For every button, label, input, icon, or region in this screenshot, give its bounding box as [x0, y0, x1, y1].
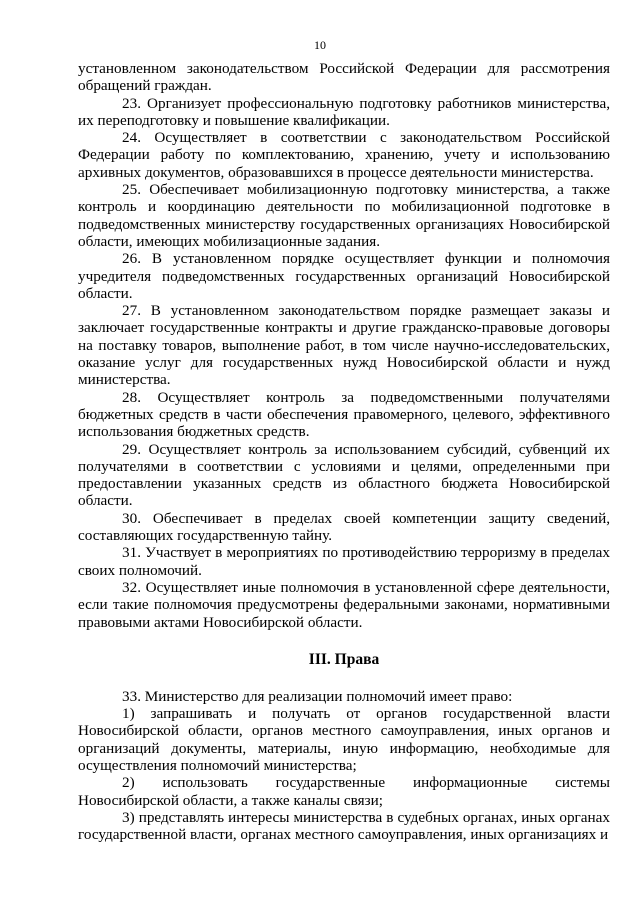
- paragraph-23: 23. Организует профессиональную подготовку работников министерства, их переподготовку и повышение квалификации.: [78, 94, 610, 129]
- paragraph-25: 25. Обеспечивает мобилизационную подготовку министерства, а также контроль и координацию деятельности по мобилизационной подготовке в подведомственных министерству государственных организациях Новосибирской области, имеющих мобилизационные задания.: [78, 181, 610, 250]
- paragraph-32: 32. Осуществляет иные полномочия в установленной сфере деятельности, если такие полномочия предусмотрены федеральными законами, нормативными правовыми актами Новосибирской области.: [78, 578, 610, 631]
- paragraph-28: 28. Осуществляет контроль за подведомственными получателями бюджетных средств в части обеспечения правомерного, целевого, эффективного использования бюджетных средств.: [78, 388, 610, 441]
- paragraph-31: 31. Участвует в мероприятиях по противодействию терроризму в пределах своих полномочий.: [78, 544, 610, 579]
- list-item-1: 1) запрашивать и получать от органов государственной власти Новосибирской области, органов местного самоуправления, иных органов и организаций документы, материалы, иную информацию, необходимые для осуществления полномочий министерства;: [78, 705, 610, 774]
- paragraph-29: 29. Осуществляет контроль за использованием субсидий, субвенций их получателями в соответствии с условиями и целями, определенными при предоставлении указанных средств из областного бюджета Новосибирской области.: [78, 440, 610, 510]
- section-title: III. Права: [308, 650, 380, 668]
- list-item-3: 3) представлять интересы министерства в судебных органах, иных органах государственной власти, органах местного самоуправления, иных организациях и: [78, 808, 610, 844]
- paragraph-30: 30. Обеспечивает в пределах своей компетенции защиту сведений, составляющих государственную тайну.: [78, 509, 610, 545]
- paragraph-33: 33. Министерство для реализации полномочий имеет право:: [122, 687, 513, 705]
- paragraph-26: 26. В установленном порядке осуществляет функции и полномочия учредителя подведомственных государственных организаций Новосибирской области.: [78, 250, 610, 302]
- paragraph-24: 24. Осуществляет в соответствии с законодательством Российской Федерации работу по комплектованию, хранению, учету и использованию архивных документов, образовавшихся в процессе деятельности министерства.: [78, 129, 610, 181]
- paragraph-continuation: установленном законодательством Российской Федерации для рассмотрения обращений граждан.: [78, 60, 610, 95]
- page-number: 10: [314, 38, 326, 52]
- document-body: [78, 60, 610, 843]
- paragraph-27: 27. В установленном законодательством порядке размещает заказы и заключает государственные контракты и другие гражданско-правовые договоры на поставку товаров, выполнение работ, в том числе научно-исследовательских, оказание услуг для государственных нужд Новосибирской области и нужд министерства.: [78, 302, 610, 389]
- list-item-2: 2) использовать государственные информационные системы Новосибирской области, а также каналы связи;: [78, 774, 610, 809]
